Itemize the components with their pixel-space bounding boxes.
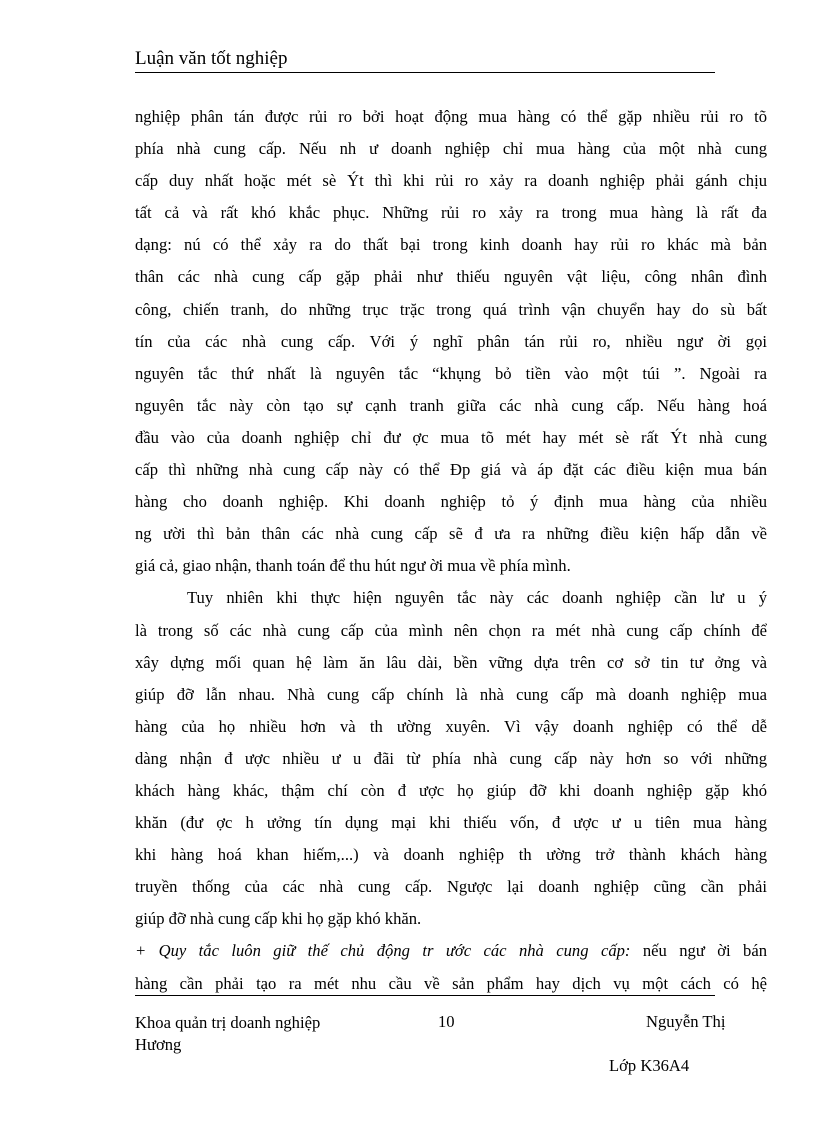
footer-faculty: Khoa quản trị doanh nghiệp <box>135 1013 321 1032</box>
text-line: công, chiến tranh, do những trục trặc trong quá trình vận chuyển hay do sù bất <box>135 299 767 319</box>
rule-text: nếu ngư ời bán <box>630 941 768 961</box>
text-line: khăn (đư ợc h ưởng tín dụng mại khi thiếu vốn, đ ược ư u tiên mua hàng <box>135 813 767 833</box>
text-line: hàng cần phải tạo ra mét nhu cầu về sản phẩm hay dịch vụ một cách có hệ <box>135 973 767 993</box>
rule-line <box>135 935 767 967</box>
text-line: phía nhà cung cấp. Nếu nh ư doanh nghiệp chỉ mua hàng của một nhà cung <box>135 139 767 159</box>
footer-divider <box>135 995 715 996</box>
text-line: xây dựng mối quan hệ làm ăn lâu dài, bền vững dựa trên cơ sở tin tư ởng và <box>135 652 767 672</box>
text-line: giúp đỡ lẫn nhau. Nhà cung cấp chính là nhà cung cấp mà doanh nghiệp mua <box>135 684 767 704</box>
text-line: nguyên tắc thứ nhất là nguyên tắc “khụng bỏ tiền vào một túi ”. Ngoài ra <box>135 363 767 383</box>
text-line: nguyên tắc này còn tạo sự cạnh tranh giữa các nhà cung cấp. Nếu hàng hoá <box>135 395 767 415</box>
footer-author-name: Nguyễn Thị <box>646 1012 726 1031</box>
text-line: cấp thì những nhà cung cấp này có thể Ðp giá và áp đặt các điều kiện mua bán <box>135 460 767 480</box>
text-line: hàng cho doanh nghiệp. Khi doanh nghiệp tỏ ý định mua hàng của nhiều <box>135 492 767 512</box>
header-divider <box>135 72 715 73</box>
text-line: giúp đỡ nhà cung cấp khi họ gặp khó khăn. <box>135 909 422 929</box>
text-line: nghiệp phân tán được rủi ro bởi hoạt động mua hàng có thể gặp nhiều rủi ro tõ <box>135 107 767 126</box>
document-body <box>135 101 767 1000</box>
text-line: ng ười thì bản thân các nhà cung cấp sẽ đ ưa ra những điều kiện hấp dẫn về <box>135 524 767 544</box>
text-line: truyền thống của các nhà cung cấp. Ngược lại doanh nghiệp cũng cần phải <box>135 877 767 897</box>
page-number: 10 <box>438 1012 455 1031</box>
text-line: thân các nhà cung cấp gặp phải như thiếu nguyên vật liệu, công nhân đình <box>135 267 767 287</box>
text-line: tất cả và rất khó khắc phục. Những rủi ro xảy ra trong mua hàng là rất đa <box>135 203 767 223</box>
footer-class: Lớp K36A4 <box>609 1056 690 1075</box>
text-line: đầu vào của doanh nghiệp chỉ đư ợc mua tõ mét hay mét sè rất Ýt nhà cung <box>135 427 767 447</box>
text-line: tín của các nhà cung cấp. Với ý nghĩ phân tán rủi ro, nhiều ngư ời gọi <box>135 331 767 351</box>
text-line: dạng: nú có thể xảy ra do thất bại trong kinh doanh hay rủi ro khác mà bản <box>135 235 767 255</box>
text-line: dàng nhận đ ược nhiều ư u đãi từ phía nhà cung cấp này hơn so với những <box>135 748 767 768</box>
text-line: hàng của họ nhiều hơn và th ường xuyên. Vì vậy doanh nghiệp có thể dễ <box>135 716 767 736</box>
footer-faculty-block <box>135 1012 320 1056</box>
footer-author-lastname: Hương <box>135 1035 182 1054</box>
text-line-indented: Tuy nhiên khi thực hiện nguyên tắc này các doanh nghiệp cần lư u ý <box>187 588 767 608</box>
text-line: cấp duy nhất hoặc mét sè Ýt thì khi rủi ro xảy ra doanh nghiệp phải gánh chịu <box>135 171 767 191</box>
text-line: khách hàng khác, thậm chí còn đ ược họ giúp đỡ khi doanh nghiệp gặp khó <box>135 780 767 800</box>
text-line: khi hàng hoá khan hiếm,...) và doanh nghiệp th ường trở thành khách hàng <box>135 845 767 865</box>
rule-heading-italic: + Quy tắc luôn giữ thế chủ động tr ước các nhà cung cấp: <box>135 941 631 961</box>
text-line: giá cả, giao nhận, thanh toán để thu hút ngư ời mua về phía mình. <box>135 556 571 576</box>
text-line: là trong số các nhà cung cấp của mình nên chọn ra mét nhà cung cấp chính để <box>135 620 767 640</box>
header-title: Luận văn tốt nghiệp <box>135 48 288 69</box>
